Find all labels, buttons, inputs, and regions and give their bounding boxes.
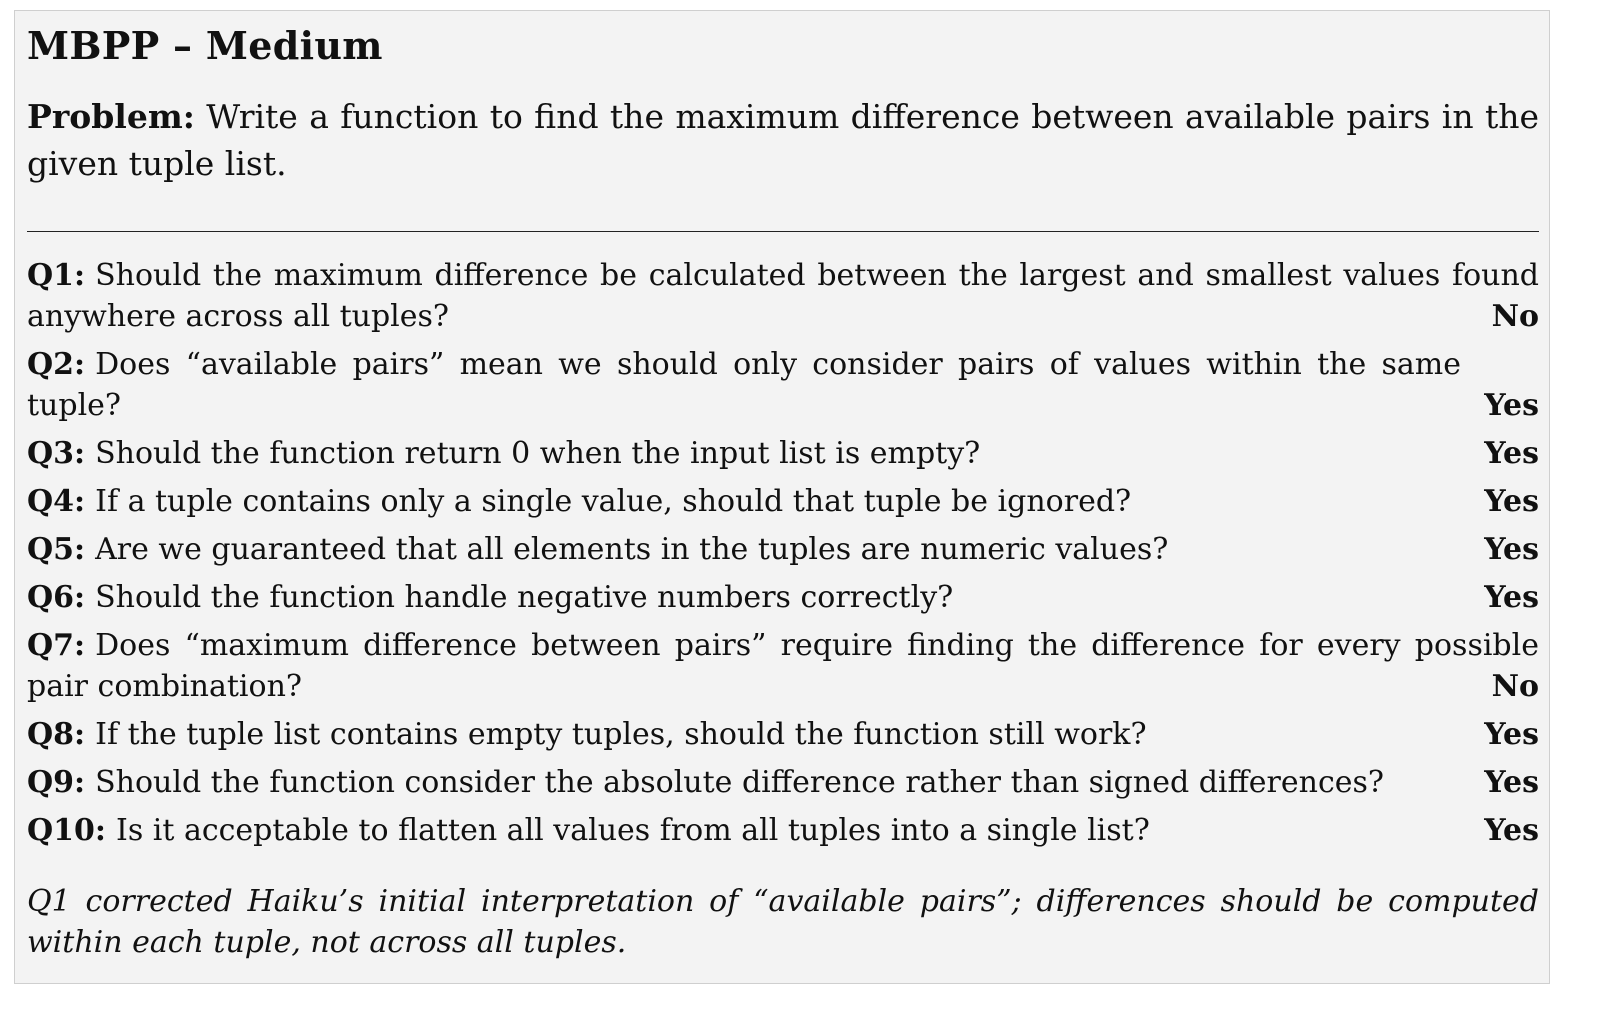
- question-item: [27, 344, 1539, 426]
- question-body: [27, 481, 1539, 522]
- question-body: [27, 762, 1539, 803]
- problem-statement: [27, 93, 1539, 187]
- question-text: Does “maximum difference between pairs” require finding the difference for every possible pair combination?: [27, 628, 1539, 704]
- question-item: [27, 529, 1539, 570]
- question-body: [27, 529, 1539, 570]
- question-body: [27, 714, 1539, 755]
- problem-label: Problem:: [27, 97, 195, 136]
- answer-label: Yes: [1484, 765, 1539, 800]
- footnote: Q1 corrected Haiku’s initial interpretation of “available pairs”; differences should be computed within each tuple, not across all tuples.: [27, 884, 1539, 960]
- card-title: MBPP – Medium: [27, 23, 383, 68]
- question-item: [27, 810, 1539, 851]
- problem-text: Write a function to find the maximum difference between available pairs in the given tuple list.: [27, 97, 1539, 183]
- question-text: Should the maximum difference be calculated between the largest and smallest values found anywhere across all tuples?: [27, 258, 1539, 334]
- question-item: [27, 714, 1539, 755]
- answer-label: Yes: [1484, 717, 1539, 752]
- answer-label: Yes: [1484, 532, 1539, 567]
- answer-label: No: [1491, 669, 1539, 704]
- answer-label: Yes: [1484, 813, 1539, 848]
- question-body: [27, 810, 1539, 851]
- question-text: Are we guaranteed that all elements in the tuples are numeric values?: [95, 532, 1169, 567]
- answer-label: Yes: [1484, 580, 1539, 615]
- question-list: [27, 255, 1539, 858]
- question-text: Should the function return 0 when the input list is empty?: [95, 436, 981, 471]
- question-item: [27, 762, 1539, 803]
- question-item: [27, 255, 1539, 337]
- question-id: Q1:: [27, 258, 86, 293]
- question-text: Should the function handle negative numbers correctly?: [95, 580, 954, 615]
- question-id: Q4:: [27, 484, 86, 519]
- question-item: [27, 481, 1539, 522]
- question-id: Q3:: [27, 436, 86, 471]
- question-id: Q10:: [27, 813, 106, 848]
- question-body: [27, 255, 1539, 337]
- answer-label: No: [1491, 299, 1539, 334]
- answer-label: Yes: [1484, 388, 1539, 423]
- question-id: Q2:: [27, 347, 86, 382]
- answer-label: Yes: [1484, 436, 1539, 471]
- question-body: [27, 344, 1539, 426]
- problem-card: [14, 10, 1550, 984]
- question-item: [27, 433, 1539, 474]
- question-body: [27, 625, 1539, 707]
- question-text: If a tuple contains only a single value, should that tuple be ignored?: [95, 484, 1132, 519]
- question-id: Q6:: [27, 580, 86, 615]
- question-text: Does “available pairs” mean we should only consider pairs of values within the same tuple?: [27, 347, 1461, 423]
- question-id: Q7:: [27, 628, 86, 663]
- question-text: Is it acceptable to flatten all values from all tuples into a single list?: [115, 813, 1150, 848]
- question-id: Q9:: [27, 765, 86, 800]
- section-divider: [27, 231, 1539, 232]
- question-text: If the tuple list contains empty tuples, should the function still work?: [95, 717, 1147, 752]
- question-item: [27, 625, 1539, 707]
- question-body: [27, 433, 1539, 474]
- question-id: Q5:: [27, 532, 86, 567]
- question-item: [27, 577, 1539, 618]
- question-body: [27, 577, 1539, 618]
- answer-label: Yes: [1484, 484, 1539, 519]
- question-id: Q8:: [27, 717, 86, 752]
- question-text: Should the function consider the absolute difference rather than signed differences?: [95, 765, 1385, 800]
